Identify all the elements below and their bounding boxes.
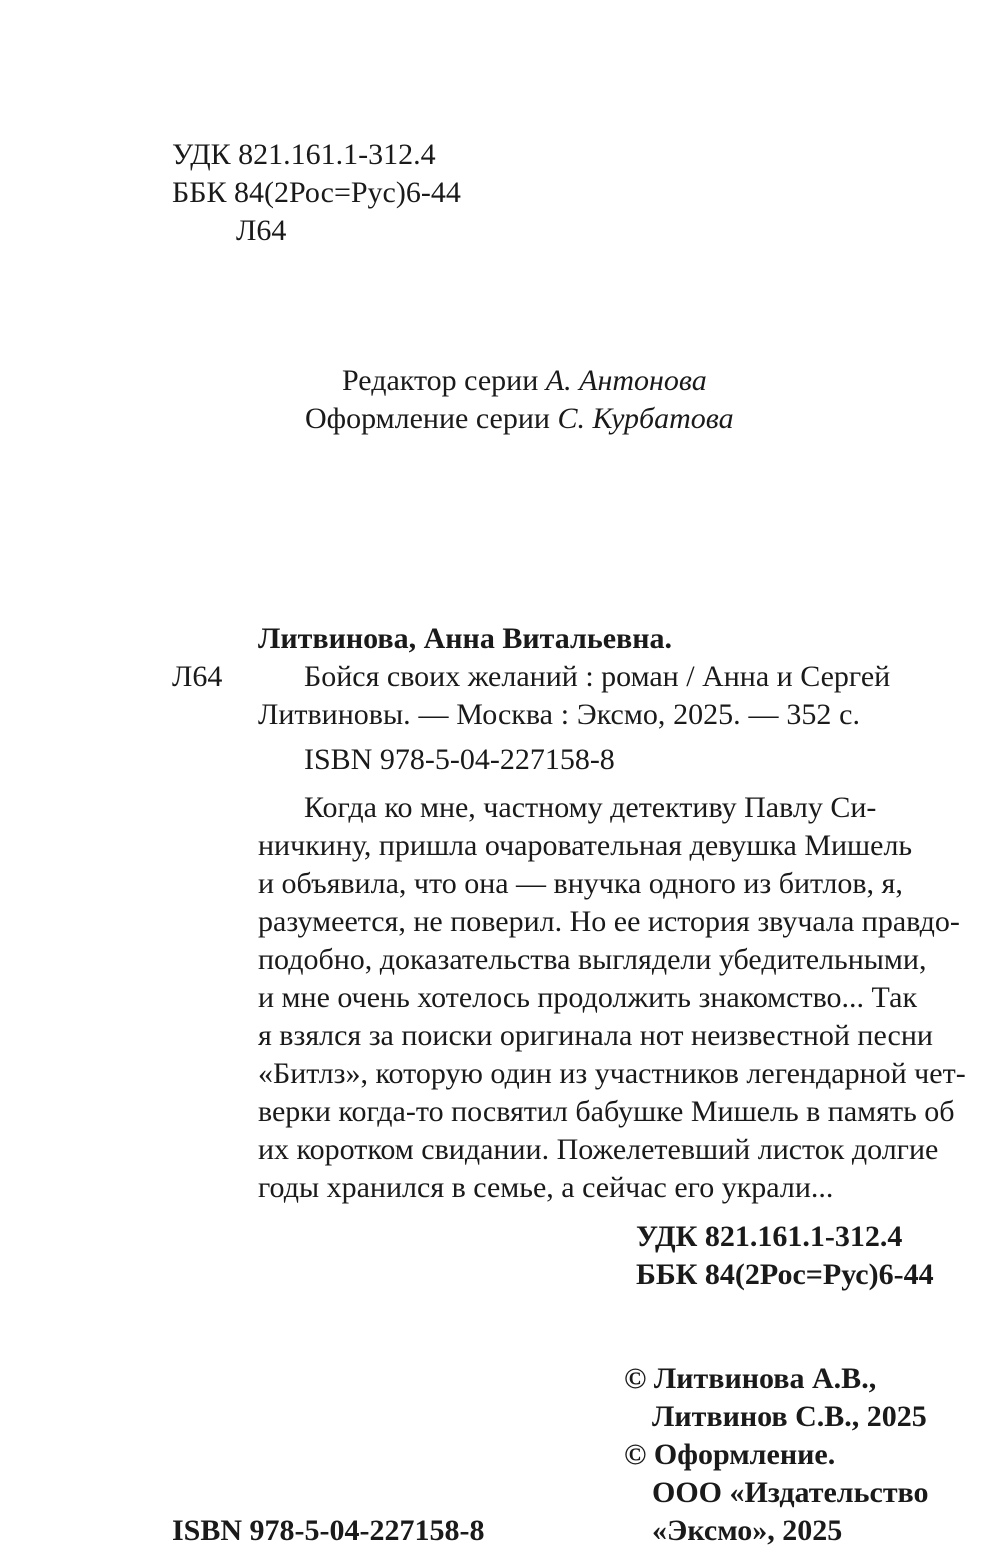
annotation-line: я взялся за поиски оригинала нот неизвестной песни	[258, 1019, 933, 1052]
copyright-line: «Эксмо», 2025	[652, 1514, 843, 1547]
copyright-line: © Литвинова А.В.,	[624, 1362, 877, 1395]
series-design	[305, 400, 734, 438]
annotation-line: разумеется, не поверил. Но ее история звучала правдо-	[258, 905, 960, 938]
series-editor-name: А. Антонова	[545, 364, 707, 397]
series-editor-label: Редактор серии	[342, 364, 539, 397]
udk-bottom: УДК 821.161.1-312.4	[636, 1220, 903, 1253]
annotation-line: Когда ко мне, частному детективу Павлу Си-	[304, 791, 877, 824]
catalog-description-line: Литвиновы. — Москва : Эксмо, 2025. — 352 с.	[258, 698, 860, 731]
copyright-line: ООО «Издательство	[652, 1476, 929, 1509]
series-design-name: С. Курбатова	[557, 402, 734, 435]
annotation-line: ничкину, пришла очаровательная девушка Мишель	[258, 829, 913, 862]
author-mark-top: Л64	[236, 214, 287, 247]
udk-top: УДК 821.161.1-312.4	[172, 138, 436, 171]
annotation-line: и объявила, что она — внучка одного из битлов, я,	[258, 867, 903, 900]
copyright-line: © Оформление.	[624, 1438, 836, 1471]
bbk-top: ББК 84(2Рос=Рус)6-44	[172, 176, 461, 209]
catalog-author: Литвинова, Анна Витальевна.	[258, 622, 672, 655]
series-design-label: Оформление серии	[305, 402, 550, 435]
annotation-line: подобно, доказательства выглядели убедительными,	[258, 943, 927, 976]
series-editor	[342, 362, 707, 400]
footer-isbn: ISBN 978-5-04-227158-8	[172, 1514, 485, 1547]
copyright-line: Литвинов С.В., 2025	[652, 1400, 927, 1433]
annotation-line: их коротком свидании. Пожелетевший листок долгие	[258, 1133, 939, 1166]
bbk-bottom: ББК 84(2Рос=Рус)6-44	[636, 1258, 934, 1291]
annotation-line: верки когда-то посвятил бабушке Мишель в память об	[258, 1095, 955, 1128]
catalog-description-line: Бойся своих желаний : роман / Анна и Сергей	[304, 660, 891, 693]
annotation-line: «Битлз», которую один из участников легендарной чет-	[258, 1057, 966, 1090]
catalog-author-mark: Л64	[172, 660, 223, 693]
catalog-isbn: ISBN 978-5-04-227158-8	[304, 743, 615, 776]
annotation-line: годы хранился в семье, а сейчас его украли...	[258, 1171, 834, 1204]
annotation-line: и мне очень хотелось продолжить знакомство... Так	[258, 981, 918, 1014]
